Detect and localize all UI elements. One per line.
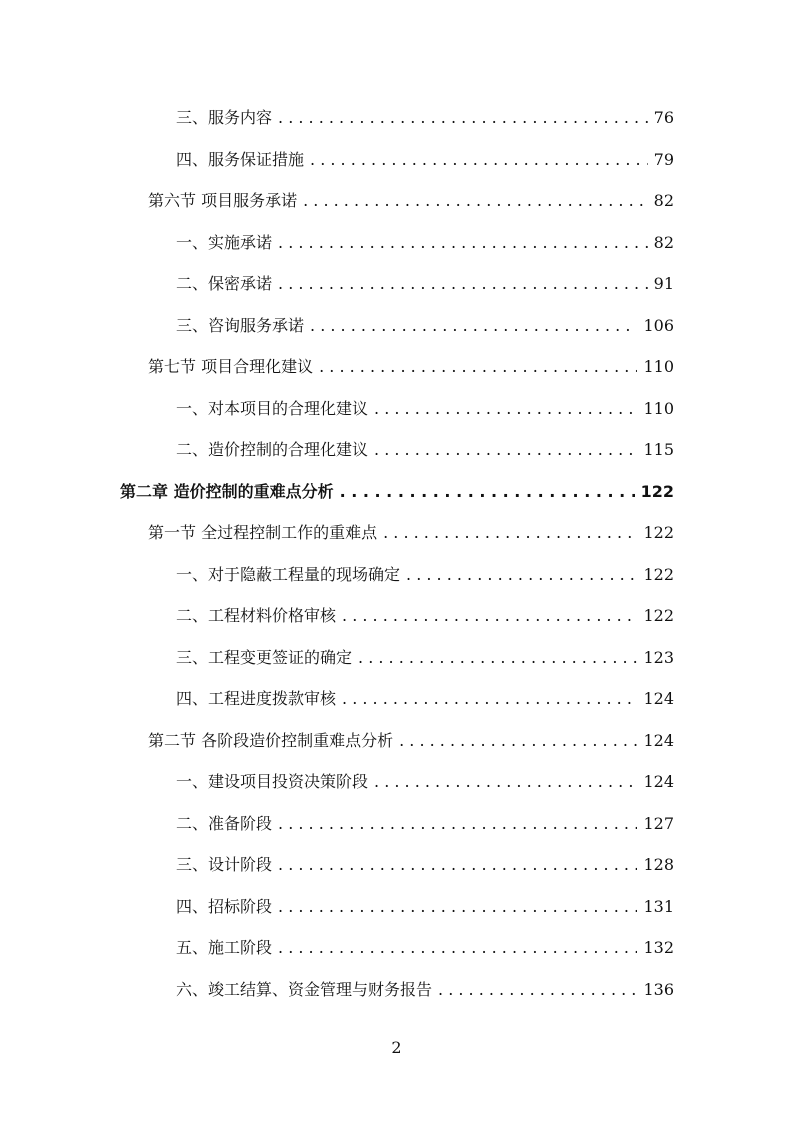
toc-entry[interactable]: [176, 104, 674, 132]
dot-leader: [278, 104, 648, 132]
toc-entry[interactable]: [176, 602, 674, 630]
toc-entry-label: 三、设计阶段: [176, 855, 273, 874]
toc-entry-page: 110: [643, 399, 674, 418]
dot-leader: [342, 685, 637, 713]
toc-entry-label: 二、保密承诺: [176, 274, 273, 293]
toc-entry-page: 122: [640, 482, 674, 501]
dot-leader: [358, 644, 637, 672]
toc-entry[interactable]: [176, 146, 674, 174]
toc-entry-label: 一、实施承诺: [176, 233, 273, 252]
toc-entry-label: 一、建设项目投资决策阶段: [176, 772, 369, 791]
toc-entry-label: 四、工程进度拨款审核: [176, 689, 337, 708]
toc-entry-label: 三、咨询服务承诺: [176, 316, 305, 335]
toc-entry-page: 106: [643, 316, 674, 335]
toc-entry-page: 131: [643, 897, 674, 916]
toc-entry-page: 124: [643, 689, 674, 708]
toc-entry-label: 五、施工阶段: [176, 938, 273, 957]
toc-entry-page: 122: [643, 565, 674, 584]
toc-entry-section[interactable]: [148, 353, 674, 381]
toc-entry[interactable]: [176, 685, 674, 713]
dot-leader: [399, 727, 637, 755]
toc-entry[interactable]: [176, 436, 674, 464]
toc-entry-label: 第二章 造价控制的重难点分析: [120, 482, 334, 501]
toc-entry[interactable]: [176, 851, 674, 879]
toc-entry-page: 76: [653, 108, 674, 127]
toc-entry-page: 82: [653, 191, 674, 210]
dot-leader: [278, 851, 637, 879]
toc-entry[interactable]: [176, 768, 674, 796]
toc-entry-label: 二、工程材料价格审核: [176, 606, 337, 625]
dot-leader: [340, 478, 635, 506]
toc-entry-page: 132: [643, 938, 674, 957]
dot-leader: [278, 934, 637, 962]
toc-entry[interactable]: [176, 976, 674, 1004]
toc-entry-label: 二、造价控制的合理化建议: [176, 440, 369, 459]
toc-entry[interactable]: [176, 229, 674, 257]
toc-entry-label: 第六节 项目服务承诺: [148, 191, 298, 210]
toc-entry-label: 三、工程变更签证的确定: [176, 648, 353, 667]
toc-entry-section[interactable]: [148, 727, 674, 755]
dot-leader: [278, 893, 637, 921]
toc-entry-label: 三、服务内容: [176, 108, 273, 127]
toc-entry-label: 一、对本项目的合理化建议: [176, 399, 369, 418]
toc-entry-page: 122: [643, 606, 674, 625]
dot-leader: [310, 146, 648, 174]
toc-entry-label: 第一节 全过程控制工作的重难点: [148, 523, 378, 542]
dot-leader: [278, 810, 637, 838]
toc-entry-label: 一、对于隐蔽工程量的现场确定: [176, 565, 401, 584]
toc-entry-chapter[interactable]: [120, 478, 674, 506]
toc-entry-section[interactable]: [148, 187, 674, 215]
dot-leader: [342, 602, 637, 630]
toc-entry[interactable]: [176, 644, 674, 672]
dot-leader: [374, 436, 637, 464]
toc-entry-page: 122: [643, 523, 674, 542]
toc-entry-page: 128: [643, 855, 674, 874]
toc-entry-page: 82: [653, 233, 674, 252]
dot-leader: [303, 187, 648, 215]
toc-entry-page: 127: [643, 814, 674, 833]
toc-entry-page: 79: [653, 150, 674, 169]
dot-leader: [383, 519, 637, 547]
dot-leader: [374, 395, 637, 423]
dot-leader: [374, 768, 637, 796]
toc-entry-label: 第二节 各阶段造价控制重难点分析: [148, 731, 394, 750]
dot-leader: [319, 353, 637, 381]
toc-entry-label: 六、竣工结算、资金管理与财务报告: [176, 980, 433, 999]
dot-leader: [278, 270, 648, 298]
dot-leader: [438, 976, 637, 1004]
toc-entry-page: 110: [643, 357, 674, 376]
toc-entry[interactable]: [176, 810, 674, 838]
toc-entry-page: 115: [643, 440, 674, 459]
dot-leader: [406, 561, 637, 589]
toc-entry[interactable]: [176, 270, 674, 298]
toc-entry-page: 124: [643, 731, 674, 750]
toc-entry-label: 二、准备阶段: [176, 814, 273, 833]
dot-leader: [310, 312, 637, 340]
page-number: 2: [391, 1038, 402, 1057]
dot-leader: [278, 229, 648, 257]
toc-entry-label: 四、招标阶段: [176, 897, 273, 916]
toc-entry[interactable]: [176, 395, 674, 423]
toc-entry-label: 四、服务保证措施: [176, 150, 305, 169]
toc-entry[interactable]: [176, 312, 674, 340]
toc-entry-label: 第七节 项目合理化建议: [148, 357, 314, 376]
toc-entry[interactable]: [176, 893, 674, 921]
toc-entry-page: 91: [653, 274, 674, 293]
toc-entry-page: 136: [643, 980, 674, 999]
toc-entry[interactable]: [176, 561, 674, 589]
toc-entry-page: 123: [643, 648, 674, 667]
toc-entry[interactable]: [176, 934, 674, 962]
toc-entry-section[interactable]: [148, 519, 674, 547]
toc-entry-page: 124: [643, 772, 674, 791]
